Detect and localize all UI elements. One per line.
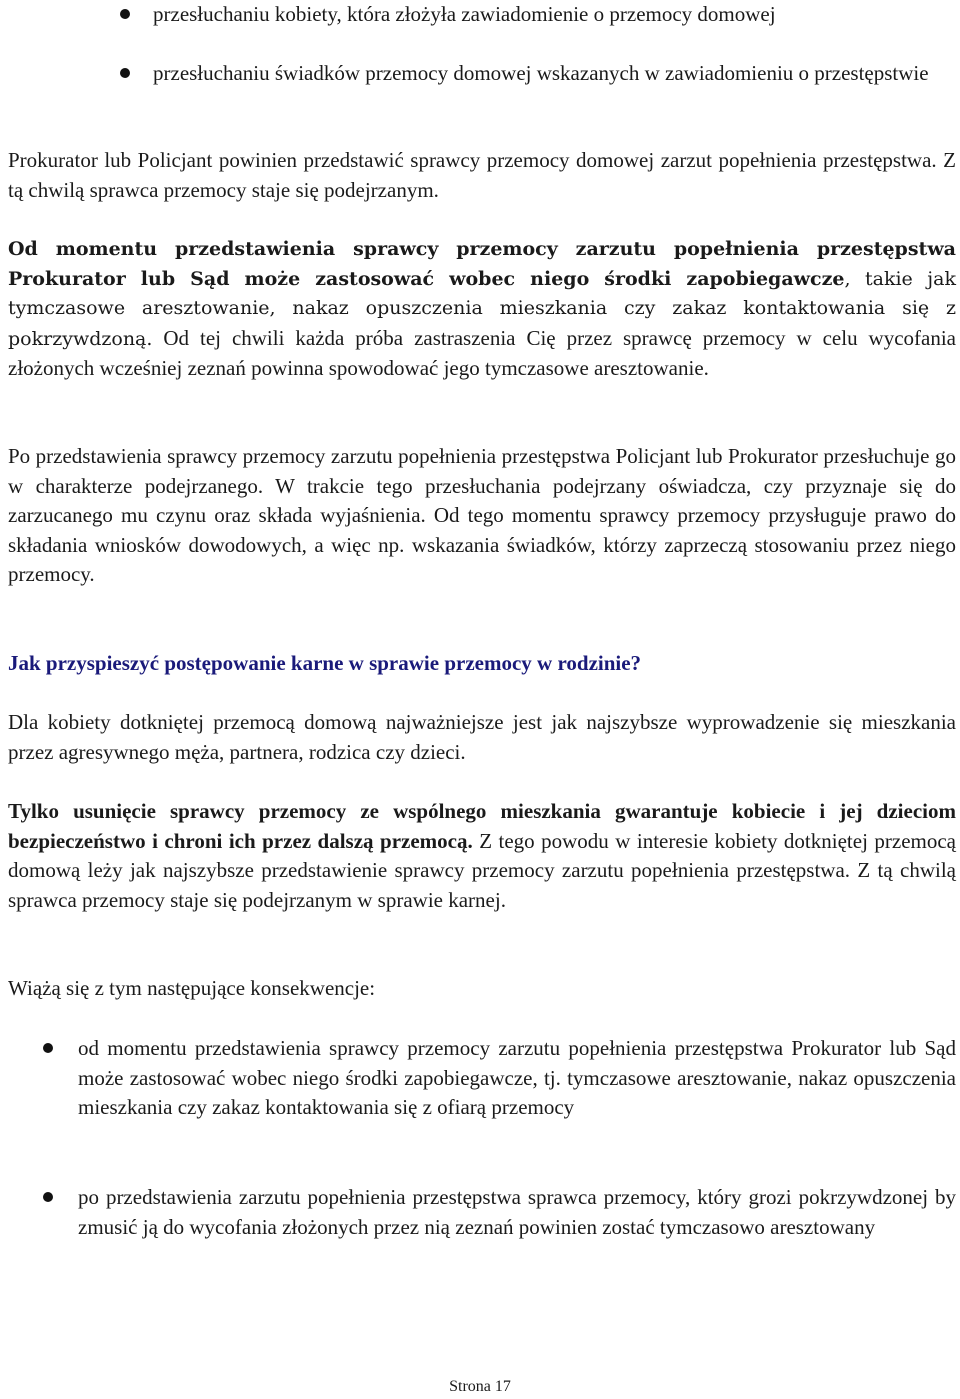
list-item-text: przesłuchaniu kobiety, która złożyła zawiadomienie o przemocy domowej [153, 2, 776, 26]
bullet-icon [120, 68, 130, 78]
list-item-text: przesłuchaniu świadków przemocy domowej wskazanych w zawiadomieniu o przestępstwie [153, 61, 929, 85]
list-item [8, 1183, 956, 1242]
paragraph-konsekwencje [8, 974, 956, 1004]
section-heading: Jak przyspieszyć postępowanie karne w sprawie przemocy w rodzinie? [8, 651, 642, 675]
paragraph-text: Dla kobiety dotkniętej przemocą domową najważniejsze jest jak najszybsze wyprowadzenie się mieszkania przez agresywnego męża, partnera, rodzica czy dzieci. [8, 710, 956, 764]
list-item [8, 59, 956, 89]
bullet-icon [120, 9, 130, 19]
paragraph-text: Prokurator lub Policjant powinien przedstawić sprawcy przemocy domowej zarzut popełnienia przestępstwa. Z tą chwilą sprawca przemocy staje się podejrzanym. [8, 148, 956, 202]
paragraph-srodki [8, 235, 956, 385]
list-item [8, 0, 956, 30]
paragraph-usuniecie [8, 797, 956, 915]
bullet-icon [43, 1192, 53, 1202]
paragraph-wyprowadzenie [8, 708, 956, 767]
list-item-text: po przedstawienia zarzutu popełnienia przestępstwa sprawca przemocy, który grozi pokrzywdzonej by zmusić ją do wycofania złożonych przez nią zeznań powinien zostać tymczasowo aresztowany [78, 1185, 956, 1239]
paragraph-text: Wiążą się z tym następujące konsekwencje: [8, 976, 376, 1000]
bold-text: Od momentu przedstawienia sprawcy przemocy zarzutu popełnienia przestępstwa Prokurator lub Sąd może zastosować wobec niego środki zapobiegawcze [8, 238, 956, 290]
bullet-icon [43, 1043, 53, 1053]
paragraph-text: Z tego powodu w interesie kobiety dotkniętej przemocą domową leży jak najszybsze przedstawienie sprawcy przemocy zarzutu popełnienia przestępstwa. Z tą chwilą sprawca przemocy staje się podejrzanym w sprawie karnej. [8, 828, 956, 912]
list-item [8, 1034, 956, 1123]
paragraph-przesluchanie [8, 442, 956, 590]
page-number: Strona 17 [449, 1378, 511, 1395]
paragraph-text-serif: Od tej chwili każda próba zastraszenia Cię przez sprawcę przemocy w celu wycofania złożonych wcześniej zeznań powinna spowodować jego tymczasowe aresztowanie. [8, 325, 956, 380]
list-item-text: od momentu przedstawienia sprawcy przemocy zarzutu popełnienia przestępstwa Prokurator lub Sąd może zastosować wobec niego środki zapobiegawcze, tj. tymczasowe aresztowanie, nakaz opuszczenia mieszkania czy zakaz kontaktowania się z ofiarą przemocy [78, 1036, 956, 1119]
bold-text: Tylko usunięcie sprawcy przemocy ze wspólnego mieszkania gwarantuje kobiecie i jej dzieciom bezpieczeństwo i chroni ich przez dalszą przemocą. [8, 799, 956, 853]
paragraph-text: Po przedstawienia sprawcy przemocy zarzutu popełnienia przestępstwa Policjant lub Prokurator przesłuchuje go w charakterze podejrzanego. W trakcie tego przesłuchania podejrzany oświadcza, czy przyznaje się do zarzucanego mu czynu oraz składa wyjaśnienia. Od tego momentu sprawcy przemocy przysługuje prawo do składania wniosków dowodowych, a więc np. wskazania świadków, którzy zaprzeczą stosowaniu przez niego przemocy. [8, 444, 956, 586]
paragraph-text: , takie jak tymczasowe aresztowanie, nakaz opuszczenia mieszkania czy zakaz kontaktowania się z pokrzywdzoną. [8, 267, 956, 350]
paragraph-zarzut [8, 146, 956, 205]
